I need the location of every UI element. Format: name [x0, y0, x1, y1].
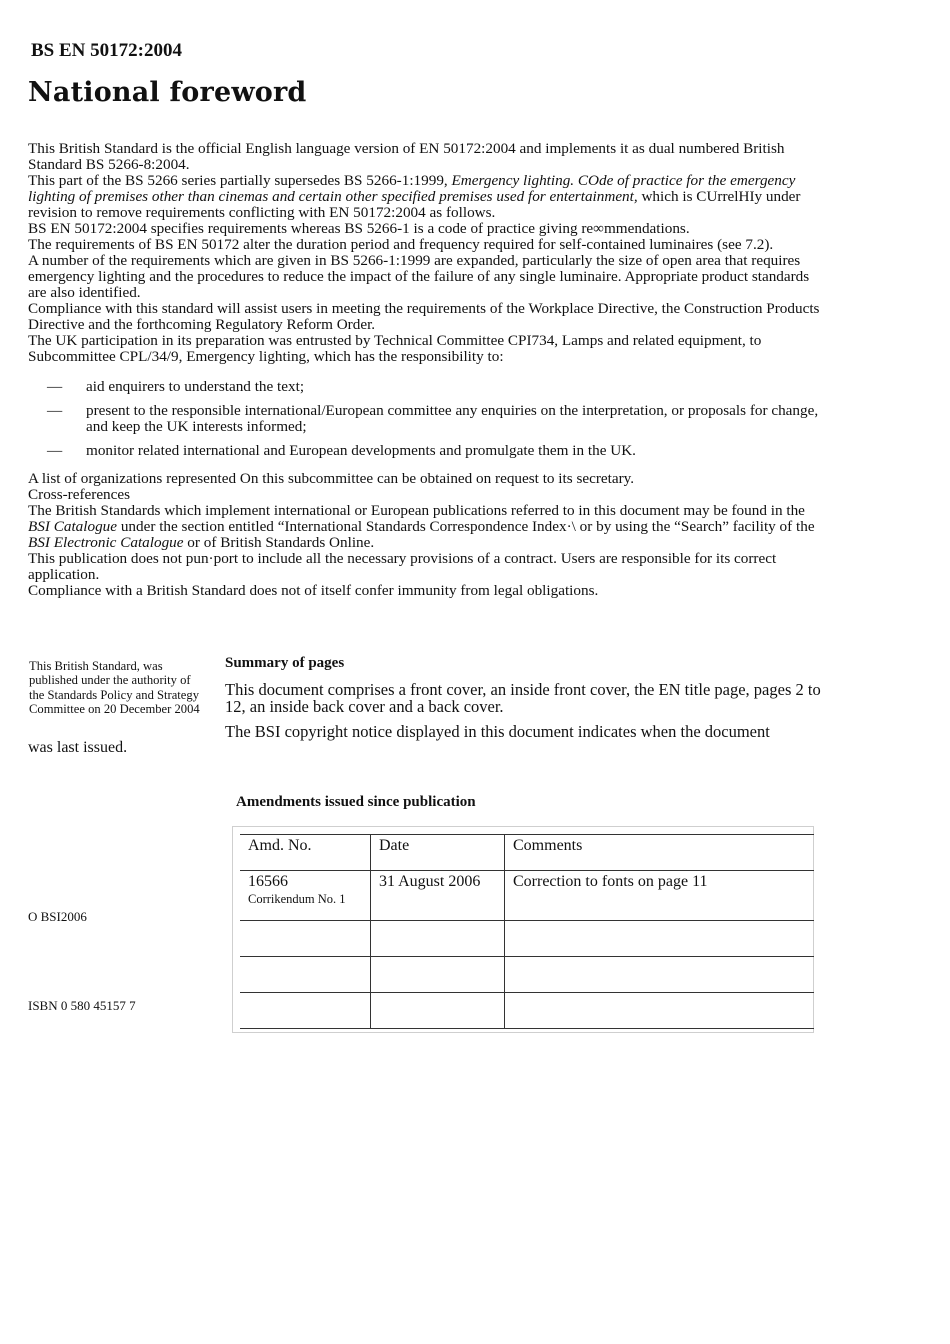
italic-title: Emergency lighting. COde of practice for the emergency lighting of premises other than cinemas and certain other specified premises used for entertainment, [28, 172, 796, 205]
list-item-text: aid enquirers to understand the text; [86, 378, 305, 395]
foreword-paragraph: A list of organizations represented On this subcommittee can be obtained on request to its secretary. [28, 470, 635, 487]
dash-bullet: — [47, 442, 63, 459]
text-run: under the section entitled “International Standards Correspondence Index·\ or by using the “Search” facility of the [117, 518, 815, 535]
empty-cell [505, 957, 815, 993]
empty-cell [371, 993, 505, 1029]
isbn-line: ISBN 0 580 45157 7 [28, 998, 136, 1013]
amd-subnote: Corrikendum No. 1 [248, 892, 346, 906]
italic-title: BSI Catalogue [28, 518, 118, 535]
list-item-text: monitor related international and European developments and promulgate them in the UK. [86, 442, 636, 459]
amendments-heading: Amendments issued since publication [236, 794, 476, 810]
column-header-amd-no: Amd. No. [240, 835, 371, 871]
summary-paragraph: This document comprises a front cover, an inside front cover, the EN title page, pages 2 to 12, an inside back cover and a back cover. [225, 680, 821, 716]
italic-title: BSI Electronic Catalogue [28, 534, 184, 551]
table-row-empty [240, 993, 814, 1029]
text-run: or of British Standards Online. [183, 534, 375, 551]
responsibility-list [28, 379, 828, 459]
empty-cell [240, 921, 371, 957]
cross-references-heading: Cross-references [28, 486, 131, 503]
text-run: The British Standards which implement international or European publications referred to in this document may be found in the [28, 502, 805, 519]
empty-cell [371, 921, 505, 957]
list-item [28, 379, 828, 395]
foreword-paragraph: BS EN 50172:2004 specifies requirements whereas BS 5266-1 is a code of practice giving re∞mmendations. [28, 220, 690, 237]
foreword-paragraph [28, 173, 828, 221]
foreword-paragraph: Compliance with this standard will assist users in meeting the requirements of the Workplace Directive, the Construction Products Directive and the forthcoming Regulatory Reform Order. [28, 300, 820, 333]
text-run: which is CUrrelHIy under revision to remove requirements conflicting with EN 50172:2004 as follows. [28, 188, 801, 221]
copyright-line: O BSI2006 [28, 909, 87, 924]
list-item [28, 403, 828, 435]
summary-body [225, 681, 825, 748]
table-header-row [240, 835, 814, 871]
empty-cell [371, 957, 505, 993]
comments-cell: Correction to fonts on page 11 [505, 871, 815, 921]
foreword-paragraph: Compliance with a British Standard does not of itself confer immunity from legal obligations. [28, 582, 599, 599]
dash-bullet: — [47, 402, 63, 419]
summary-paragraph: The BSI copyright notice displayed in this document indicates when the document [225, 722, 770, 741]
amd-no-cell [240, 871, 371, 921]
empty-cell [505, 993, 815, 1029]
table-row [240, 871, 814, 921]
empty-cell [240, 957, 371, 993]
text-run: This part of the BS 5266 series partially supersedes BS 5266-1:1999, [28, 172, 452, 189]
table-row-empty [240, 921, 814, 957]
list-item [28, 443, 828, 459]
foreword-paragraph [28, 503, 828, 551]
summary-heading: Summary of pages [225, 655, 345, 671]
date-cell: 31 August 2006 [371, 871, 505, 921]
list-item-text: present to the responsible international/European committee any enquiries on the interpretation, or proposals for change, and keep the UK interests informed; [86, 402, 819, 435]
empty-cell [505, 921, 815, 957]
foreword-paragraph: This British Standard is the official English language version of EN 50172:2004 and implements it as dual numbered British Standard BS 5266-8:2004. [28, 140, 785, 173]
empty-cell [240, 993, 371, 1029]
foreword-paragraph: This publication does not pun·port to include all the necessary provisions of a contract. Users are responsible for its correct application. [28, 550, 777, 583]
publication-note: This British Standard, was published under the authority of the Standards Policy and Strategy Committee on 20 December 2004 [29, 659, 200, 716]
amd-number: 16566 [248, 873, 288, 890]
foreword-paragraph: The requirements of BS EN 50172 alter the duration period and frequency required for self-contained luminaires (see 7.2). [28, 236, 774, 253]
column-header-comments: Comments [505, 835, 815, 871]
foreword-body [28, 141, 828, 599]
publication-note-tail: was last issued. [28, 739, 128, 756]
document-code: BS EN 50172:2004 [31, 40, 182, 61]
foreword-paragraph: A number of the requirements which are given in BS 5266-1:1999 are expanded, particularly the size of open area that requires emergency lighting and the procedures to reduce the impact of the failure of any single luminaire. Appropriate product standards are also identified. [28, 252, 810, 301]
dash-bullet: — [47, 378, 63, 395]
page-title: National foreword [28, 77, 307, 108]
amendments-table [240, 834, 814, 1029]
column-header-date: Date [371, 835, 505, 871]
table-row-empty [240, 957, 814, 993]
foreword-paragraph: The UK participation in its preparation was entrusted by Technical Committee CPI734, Lamps and related equipment, to Subcommittee CPL/34/9, Emergency lighting, which has the responsibility to: [28, 332, 762, 365]
